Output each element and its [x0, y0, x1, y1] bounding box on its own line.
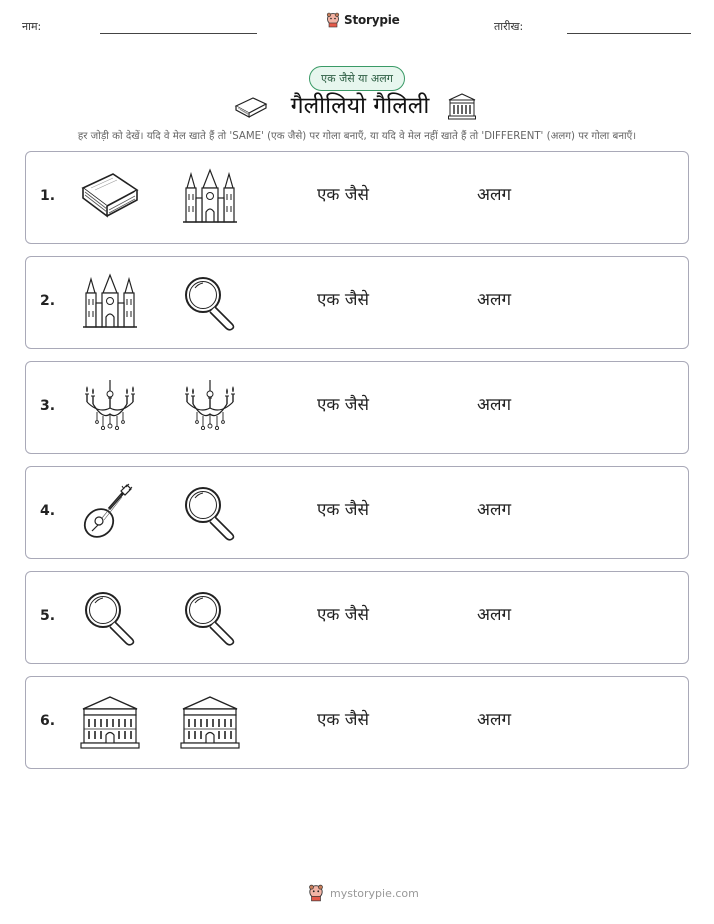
- different-option[interactable]: अलग: [477, 185, 512, 205]
- date-line[interactable]: [567, 33, 691, 34]
- storypie-mascot-icon: [308, 884, 324, 902]
- museum-icon: [179, 693, 241, 751]
- storypie-mascot-icon: [326, 12, 340, 28]
- exercise-row: [25, 151, 689, 244]
- cathedral-icon: [79, 273, 141, 331]
- exercise-row: [25, 466, 689, 559]
- magnifying-glass-icon: [179, 588, 241, 646]
- instructions: हर जोड़ी को देखें। यदि वे मेल खाते हैं तो 'SAME' (एक जैसे) पर गोला बनाएँ, या यदि वे मेल नहीं खाते हैं तो 'DIFFERENT' (अलग) पर गोला बनाएँ।: [77, 131, 637, 142]
- exercise-row: [25, 676, 689, 769]
- exercise-row: [25, 361, 689, 454]
- name-label: नाम:: [22, 20, 42, 33]
- same-option[interactable]: एक जैसे: [317, 185, 369, 205]
- same-option[interactable]: एक जैसे: [317, 500, 369, 520]
- magnifying-glass-icon: [179, 273, 241, 331]
- different-option[interactable]: अलग: [477, 290, 512, 310]
- footer: [308, 884, 419, 902]
- same-option[interactable]: एक जैसे: [317, 710, 369, 730]
- row-number: 3.: [40, 398, 56, 414]
- exercise-row: [25, 256, 689, 349]
- same-option[interactable]: एक जैसे: [317, 290, 369, 310]
- footer-url: mystorypie.com: [330, 886, 419, 900]
- book-icon: [233, 92, 269, 120]
- brand-name: Storypie: [344, 13, 400, 27]
- lute-icon: [79, 483, 141, 541]
- row-number: 4.: [40, 503, 56, 519]
- different-option[interactable]: अलग: [477, 395, 512, 415]
- row-number: 1.: [40, 188, 56, 204]
- date-label: तारीख:: [494, 20, 524, 33]
- name-line[interactable]: [100, 33, 257, 34]
- exercise-row: [25, 571, 689, 664]
- different-option[interactable]: अलग: [477, 500, 512, 520]
- row-number: 5.: [40, 608, 56, 624]
- row-number: 2.: [40, 293, 56, 309]
- different-option[interactable]: अलग: [477, 710, 512, 730]
- book-icon: [79, 168, 141, 226]
- magnifying-glass-icon: [79, 588, 141, 646]
- museum-icon: [447, 92, 477, 120]
- same-option[interactable]: एक जैसे: [317, 605, 369, 625]
- worksheet-title: गैलीलियो गैलिली: [290, 93, 430, 119]
- museum-icon: [79, 693, 141, 751]
- magnifying-glass-icon: [179, 483, 241, 541]
- chandelier-icon: [79, 378, 141, 436]
- brand-logo: [326, 12, 400, 28]
- row-number: 6.: [40, 713, 56, 729]
- chandelier-icon: [179, 378, 241, 436]
- same-option[interactable]: एक जैसे: [317, 395, 369, 415]
- worksheet-type-badge: एक जैसे या अलग: [309, 66, 405, 91]
- different-option[interactable]: अलग: [477, 605, 512, 625]
- cathedral-icon: [179, 168, 241, 226]
